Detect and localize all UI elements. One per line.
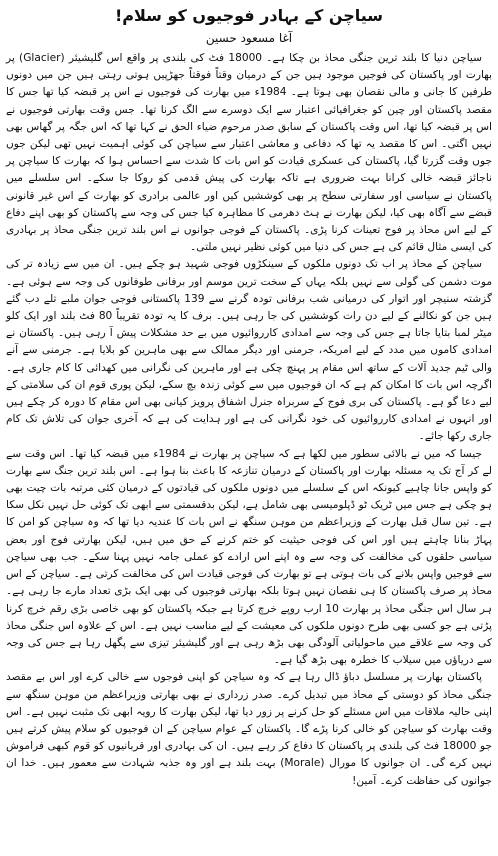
article-paragraph-4: پاکستان بھارت پر مسلسل دباؤ ڈال رہا ہے کہ وہ سیاچن کو اپنی فوجوں سے خالی کرے اور اس بے مقصد جنگی محاذ کو دوستی کے محاذ میں تبدیل کرے۔ صدر زرداری نے بھی بھارتی وزیراعظم من موہن سنگھ سے اپنی حالیہ ملاقات میں اس مسئلے کو حل کرنے پر زور دیا تھا، لیکن بھارت کا رویہ ابھی تک مثبت نہیں ہے۔ اس وقت بھارت کو سیاچن کو خالی کرنا پڑے گا۔ پاکستان کے عوام سیاچن کے ان فوجیوں کو سلام پیش کرتے ہیں جو 18000 فٹ کی بلندی پر پاکستان کا دفاع کر رہے ہیں۔ ان کی بہادری اور قربانیوں کو قوم کبھی فراموش نہیں کرے گی۔ ان جوانوں کا مورال (Morale) بہت بلند ہے اور وہ جذبہ شہادت سے معمور ہیں۔ خدا ان جوانوں کی حفاظت کرے۔ آمین! (6, 671, 493, 787)
article-byline: آغا مسعود حسین (205, 31, 293, 45)
article-body (6, 50, 492, 790)
article-paragraph-1: سیاچن دنیا کا بلند ترین جنگی محاذ بن چکا ہے۔ 18000 فٹ کی بلندی پر واقع اس گلیشیئر (Glacier) پر بھارت اور پاکستان کی فوجیں موجود ہیں جن کے درمیان وقتاً فوقتاً جھڑپیں ہوتی رہتی ہیں جن میں دونوں طرفین کا جانی و مالی نقصان بھی ہوتا ہے۔ 1984ء میں بھارت کی فوجیوں نے اس پر قبضہ کیا تھا جس کا مقصد پاکستان اور چین کو جغرافیائی اعتبار سے ایک دوسرے سے الگ کرنا تھا۔ جس وقت بھارتی فوجیوں نے اس پر قبضہ کیا تھا، اس وقت پاکستان کے سابق صدر مرحوم ضیاء الحق نے کہا تھا کہ اس جگہ پر گھاس بھی نہیں اگتی۔ اس کا مقصد یہ تھا کہ دفاعی و معاشی اعتبار سے سیاچن کی کوئی اہمیت نہیں تھی لیکن جوں جوں وقت گزرتا گیا، پاکستان کی عسکری قیادت کو اس بات کا شدت سے احساس ہوا کہ بھارت کا سیاچن پر ناجائز قبضہ خالی کرانا بہت ضروری ہے تاکہ بھارت کی پیش قدمی کو روکا جا سکے۔ اس سلسلے میں پاکستان نے سیاسی اور سفارتی سطح پر بھی کوششیں کیں اور عالمی برادری کو بھارت کے اس غیر قانونی قبضے سے آگاہ بھی کیا، لیکن بھارت نے ہٹ دھرمی کا مظاہرہ کیا جس کی وجہ سے پاکستان کو بھی اپنے دفاع کے لیے اس محاذ پر فوج تعینات کرنا پڑی۔ پاکستان کے فوجی جوانوں نے اس بلند ترین جنگی محاذ پر بہادری کی ایسی مثال قائم کی ہے جس کی دنیا میں کوئی نظیر نہیں ملتی۔ (6, 52, 493, 254)
article-paragraph-2: سیاچن کے محاذ پر اب تک دونوں ملکوں کے سینکڑوں فوجی شہید ہو چکے ہیں۔ ان میں سے زیادہ تر کی موت دشمن کی گولی سے نہیں بلکہ یہاں کے سخت ترین موسم اور برفانی طوفانوں کی وجہ سے ہوئی ہے۔ گزشتہ سنیچر اور اتوار کی درمیانی شب برفانی تودہ گرنے سے 139 پاکستانی فوجی جوان ملبے تلے دب گئے ہیں جن کو نکالنے کے لیے دن رات کوششیں کی جا رہی ہیں۔ برف کا یہ تودہ تقریباً 80 فٹ بلند اور ایک کلو میٹر لمبا بتایا جاتا ہے جس کی وجہ سے امدادی کارروائیوں میں بے حد مشکلات پیش آ رہی ہیں۔ پاکستان نے امدادی کاموں میں مدد کے لیے امریکہ، جرمنی اور دیگر ممالک سے بھی ماہرین کو بلایا ہے۔ جرمنی سے آنے والی ٹیم جدید آلات کے ساتھ اس مقام پر پہنچ چکی ہے اور ماہرین کی نگرانی میں کھدائی کا کام جاری ہے۔ اگرچہ اس بات کا امکان کم ہے کہ ان فوجیوں میں سے کوئی زندہ بچ سکے، لیکن پوری قوم ان کی سلامتی کے لیے دعا گو ہے۔ پاکستان کی بری فوج کے سربراہ جنرل اشفاق پرویز کیانی بھی اس مقام کا دورہ کر چکے ہیں اور انہوں نے امدادی کارروائیوں کی خود نگرانی کی ہے اور ہدایت کی ہے کہ آخری جوان کی تلاش تک کام جاری رکھا جائے۔ (6, 258, 492, 443)
article-paragraph-3: جیسا کہ میں نے بالائی سطور میں لکھا ہے کہ سیاچن پر بھارت نے 1984ء میں قبضہ کیا تھا۔ اس وقت سے لے کر آج تک یہ مسئلہ بھارت اور پاکستان کے درمیان تنازعہ کا باعث بنا ہوا ہے۔ اس بلند ترین جنگ سے بھارت کو واپس جانا چاہیے کیونکہ اس کے سلسلے میں دونوں ملکوں کی قیادتوں کے درمیان کئی مرتبہ بات چیت بھی ہو چکی ہے جس میں ٹریک ٹو ڈپلومیسی بھی شامل ہے، لیکن بدقسمتی سے ابھی تک کوئی حل نہیں نکل سکا ہے۔ تین سال قبل بھارت کے وزیراعظم من موہن سنگھ نے اس بات کا عندیہ دیا تھا کہ وہ سیاچن کو امن کا پہاڑ بنانا چاہتے ہیں اور اس کی فوجی حیثیت کو ختم کرنے کے حق میں ہیں، لیکن بھارتی فوج اور بعض سیاسی حلقوں کی مخالفت کی وجہ سے وہ اپنے اس ارادے کو عملی جامہ نہیں پہنا سکے۔ جب بھی سیاچن سے فوجیں واپس بلانے کی بات ہوتی ہے تو بھارت کی فوجی قیادت اس کی مخالفت کرتی ہے۔ سیاچن کے اس محاذ پر صرف پاکستان کا ہی نقصان نہیں ہوتا بلکہ بھارتی فوجیوں کی بھی ایک بڑی تعداد مارے جا رہی ہے۔ ہر سال اس جنگی محاذ پر بھارت 10 ارب روپے خرچ کرتا ہے جبکہ پاکستان کو بھی خاصی بڑی رقم خرچ کرنا پڑتی ہے جو کسی بھی طرح دونوں ملکوں کی معیشت کے لیے مناسب نہیں ہے۔ اس کے علاوہ اس جنگی محاذ کی وجہ سے علاقے میں ماحولیاتی آلودگی بھی بڑھ رہی ہے اور گلیشیئر تیزی سے پگھل رہا ہے جس کی وجہ سے دریاؤں میں سیلاب کا خطرہ بھی بڑھ گیا ہے۔ (6, 447, 492, 667)
article-headline: سیاچن کے بہادر فوجیوں کو سلام! (114, 6, 384, 25)
